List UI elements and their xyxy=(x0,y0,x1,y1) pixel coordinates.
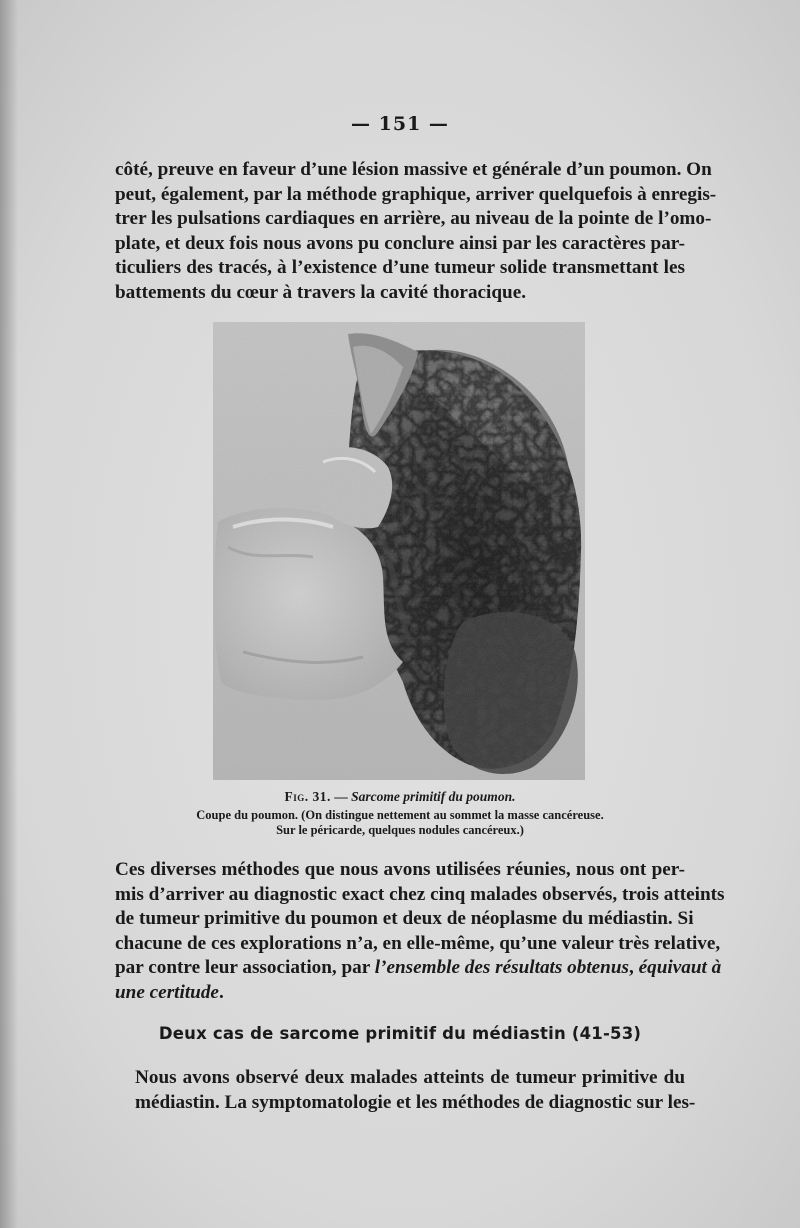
italic-run: l’ensemble des résultats obtenus xyxy=(374,957,629,979)
paragraph-3 xyxy=(115,1066,696,1115)
paragraph-1-line: battements du cœur à travers la cavité thoracique. xyxy=(115,281,527,303)
figure-lung-photograph xyxy=(213,322,585,780)
figure-caption-line-1: Coupe du poumon. (On distingue nettement au sommet la masse cancéreuse. xyxy=(196,808,604,822)
figure-caption-title xyxy=(150,789,650,805)
italic-run: une certitude xyxy=(115,981,219,1003)
paragraph-1-line: plate, et deux fois nous avons pu conclure ainsi par les caractères par- xyxy=(115,232,685,254)
paragraph-2 xyxy=(115,858,725,1006)
paragraph-2-line-mixed xyxy=(115,956,722,981)
paragraph-2-line: chacune de ces explorations n’a, en elle-même, qu’une valeur très relative, xyxy=(115,932,721,954)
text-run: , xyxy=(629,957,639,979)
figure-caption-line-2: Sur le péricarde, quelques nodules cancéreux.) xyxy=(276,823,524,837)
figure-number: Fig. 31. xyxy=(284,789,331,804)
paragraph-2-line-final xyxy=(115,981,685,1006)
paragraph-1-line: ticuliers des tracés, à l’existence d’une tumeur solide transmettant les xyxy=(115,257,685,279)
text-run: . xyxy=(218,981,224,1003)
paragraph-1-line: trer les pulsations cardiaques en arrière, au niveau de la pointe de l’omo- xyxy=(115,208,712,230)
page-number: — 151 — xyxy=(351,113,449,135)
paragraph-2-line: de tumeur primitive du poumon et deux de néoplasme du médiastin. Si xyxy=(115,908,694,930)
figure-title: Sarcome primitif du poumon. xyxy=(351,789,516,804)
text-run: par contre leur association, par xyxy=(115,957,375,979)
paragraph-3-line: Nous avons observé deux malades atteints de tumeur primitive du xyxy=(135,1067,685,1088)
paragraph-1-line: peut, également, par la méthode graphique, arriver quelquefois à enregis- xyxy=(115,183,717,205)
paragraph-2-line: mis d’arriver au diagnostic exact chez cinq malades observés, trois atteints xyxy=(115,883,725,905)
paragraph-1-line: côté, preuve en faveur d’une lésion massive et générale d’un poumon. On xyxy=(115,159,712,180)
lung-specimen-illustration xyxy=(213,322,585,780)
section-heading: Deux cas de sarcome primitif du médiastin (41-53) xyxy=(158,1024,642,1043)
paragraph-3-line: médiastin. La symptomatologie et les méthodes de diagnostic sur les- xyxy=(135,1091,696,1113)
paragraph-2-line: Ces diverses méthodes que nous avons utilisées réunies, nous ont per- xyxy=(115,859,685,880)
page-gutter-shadow xyxy=(0,0,18,1228)
paragraph-1 xyxy=(115,158,717,306)
figure-dash: — xyxy=(334,789,348,804)
italic-run: équivaut à xyxy=(638,957,722,979)
